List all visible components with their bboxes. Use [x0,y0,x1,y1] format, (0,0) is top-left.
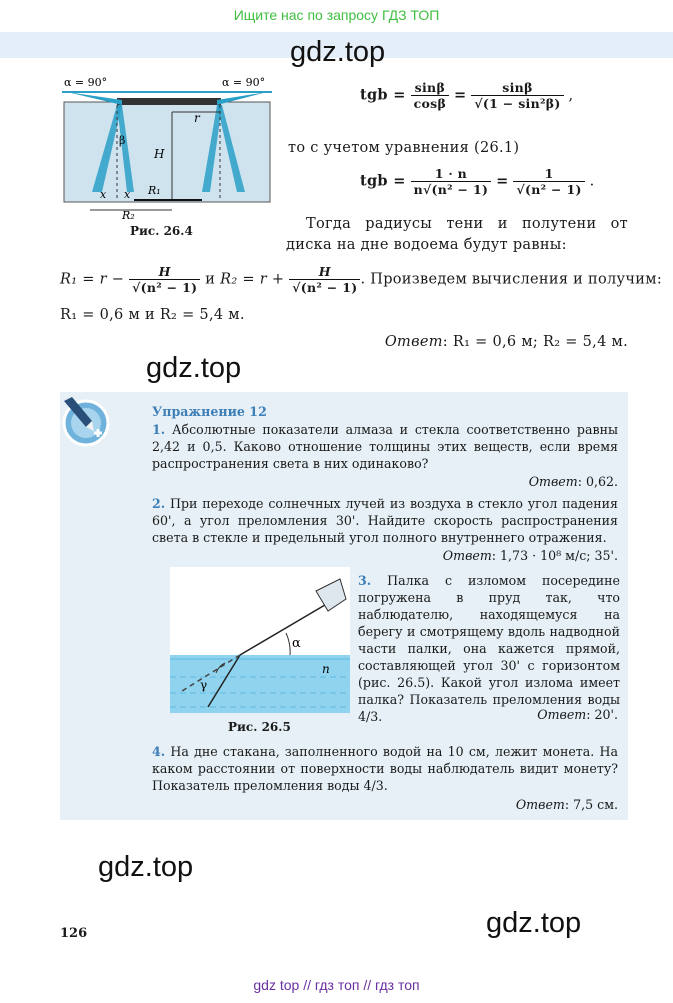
H-label: H [154,147,165,161]
r2-expression: R₂ = r + [220,271,285,288]
item-4-text: На дне стакана, заполненного водой на 10 см, лежит монета. На каком расстоянии от поверхности воды наблюдатель видит монету? Показатель преломления воды 4/3. [152,744,618,793]
search-banner: Ищите нас по запросу ГДЗ ТОП [233,7,440,23]
r-label: r [194,111,200,125]
f4-den: √(n² − 1) [516,182,582,197]
formula-1-lhs: tgb = [360,86,406,104]
watermark: gdz.top [146,352,242,384]
footer-links[interactable]: gdz top // гдз топ // гдз топ [253,977,420,993]
figure-26-5-caption: Рис. 26.5 [228,720,291,734]
f3-den: n√(n² − 1) [413,182,489,197]
item-1-number: 1. [152,422,166,437]
pencil-icon [58,397,112,447]
R1-label: R₁ [148,184,161,197]
f4-num: 1 [513,166,584,182]
result-line: R₁ = 0,6 м и R₂ = 5,4 м. [60,307,245,323]
formula-2: tgb = $\frac{1 \cdot n}{\text{n√(n² − 1)}}$ = $\frac{1}{\text{√(n² − 1)}}$ . [360,166,595,197]
item-4-answer-label: Ответ [515,797,565,812]
item-1-answer-label: Ответ [528,474,578,489]
formula-1: tgb = $\frac{\sin\beta}{\cos\beta}$ = $\frac{\sin\beta}{\text{√(1 − sin²β)}}$ , [360,80,574,111]
alpha-left-label: α = 90° [64,76,108,89]
item-3-answer [460,707,618,722]
r1-num: H [129,264,200,280]
watermark: gdz.top [98,851,194,883]
item-2-text: При переходе солнечных лучей из воздуха в стекло угол падения 60', а угол преломления 30'. Найдите скорость распространения света в стекле и предельный угол полного внутреннего отражения. [152,496,618,545]
disk [117,98,221,105]
item-3-number: 3. [358,573,372,588]
radii-tail: . Произведем вычисления и получим: [360,271,663,288]
main-answer-text: : R₁ = 0,6 м; R₂ = 5,4 м. [442,334,628,350]
item-3-answer-label: Ответ [537,707,587,722]
main-answer-label: Ответ [384,334,443,350]
formula-1-tail: , [568,87,574,104]
item-3-text: Палка с изломом посередине погружена в пруд так, что наблюдателю, находящемуся на берегу и смотрящему вдоль надводной части палки, она кажется прямой, составляющей угол 30' с горизонтом (рис. 26.5). Какой угол излома имеет палка? Показатель преломления воды 4/3. [358,573,620,724]
R2-label: R₂ [122,209,135,220]
figure-26-5 [170,567,350,713]
paragraph-radii: Тогда радиусы тени и полутени от диска на дне водоема будут равны: [286,216,628,253]
alpha-right-label: α = 90° [222,76,266,89]
watermark: gdz.top [290,36,386,68]
radii-formula-line [60,264,663,295]
main-answer [350,334,628,350]
exercise-item-2 [152,495,618,546]
page-number: 126 [60,926,88,941]
item-2-answer-value: : 1,73 · 10⁸ м/с; 35'. [491,548,618,563]
r2-num: H [289,264,360,280]
item-1-answer [400,474,618,489]
item-4-number: 4. [152,744,166,759]
text-with-equation: то с учетом уравнения (26.1) [288,140,520,156]
exercise-item-1 [152,421,618,472]
item-1-text: Абсолютные показатели алмаза и стекла соответственно равны 2,42 и 0,5. Каково отношение толщины этих веществ, если время распространения света в них одинаково? [152,422,619,471]
watermark: gdz.top [486,907,582,939]
formula-2-lhs: tgb = [360,172,406,190]
exercise-item-4 [152,743,618,794]
item-4-answer-value: : 7,5 см. [564,797,618,812]
x1-label: x [100,188,107,201]
formula-2-tail: . [589,173,595,190]
figure-26-4-caption: Рис. 26.4 [130,224,193,238]
r1-den: √(n² − 1) [132,280,198,295]
f1-den: cosβ [413,96,447,111]
f2-num: sinβ [471,80,563,96]
item-1-answer-value: : 0,62. [577,474,618,489]
item-3-answer-value: : 20'. [586,707,618,722]
r1-expression: R₁ = r − [60,271,125,288]
alpha-label: α [292,636,301,651]
f2-den: √(1 − sin²β) [474,96,561,111]
gamma-label: γ [200,678,208,692]
x2-label: x [124,188,131,201]
beta-label: β [119,134,126,147]
item-2-answer-label: Ответ [442,548,492,563]
item-2-number: 2. [152,496,166,511]
f1-num: sinβ [411,80,450,96]
exercise-title: Упражнение 12 [152,404,267,419]
r2-den: √(n² − 1) [292,280,358,295]
figure-26-4 [62,72,272,220]
n-label: n [322,662,330,676]
f3-num: 1 · n [411,166,492,182]
item-4-answer [460,797,618,812]
exercise-item-3 [358,572,620,725]
item-2-answer [400,548,618,563]
and-word: и [205,271,216,288]
